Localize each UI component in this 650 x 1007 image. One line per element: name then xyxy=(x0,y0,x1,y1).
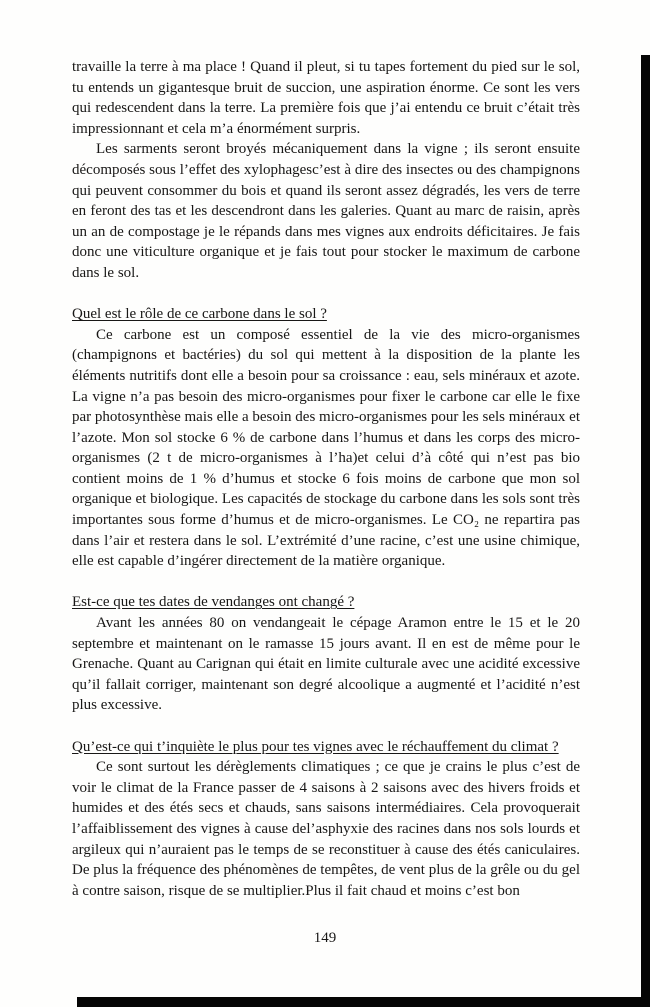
interview-question: Est-ce que tes dates de vendanges ont changé ? xyxy=(72,594,355,611)
paragraph: Avant les années 80 on vendangeait le cépage Aramon entre le 15 et le 20 septembre et maintenant on le ramasse 15 jours avant. Il en est de même pour le Grenache. Quant au Carignan qui était en limite culturale avec une acidité excessive qu’il fallait corriger, maintenant son degré alcoolique a augmenté et l’acidité n’est plus excessive. xyxy=(72,615,580,714)
scan-edge-bottom xyxy=(77,997,650,1007)
paragraph: Ce carbone est un composé essentiel de la vie des micro-organismes (champignons et bactéries) du sol qui mettent à la disposition de la plante les éléments nutritifs dont elle a besoin pour sa croissance : eau, sels minéraux et azote. La vigne n’a pas besoin des micro-organismes pour fixer le carbone car elle le fixe par photosynthèse mais elle a besoin des micro-organismes pour les sels minéraux et l’azote. Mon sol stocke 6 % de carbone dans l’humus et dans les corps des micro-organismes (2 t de micro-organismes à l’ha)et celui d’à côté qui n’est pas bio contient moins de 1 % d’humus et stocke 6 fois moins de carbone que mon sol organique et biologique. Les capacités de stockage du carbone dans les sols sont très importantes sous forme d’humus et de micro-organismes. Le CO₂ ne repartira pas dans l’air et restera dans le sol. L’extrémité d’une racine, c’est une usine chimique, elle est capable d’ingérer directement de la matière organique. xyxy=(72,326,580,570)
page-number: 149 xyxy=(313,930,337,946)
interview-question: Quel est le rôle de ce carbone dans le sol ? xyxy=(72,306,327,323)
interview-question: Qu’est-ce qui t’inquiète le plus pour tes vignes avec le réchauffement du climat ? xyxy=(72,738,559,755)
paragraph: Les sarments seront broyés mécaniquement dans la vigne ; ils seront ensuite décomposés sous l’effet des xylophagesc’est à dire des insectes ou des champignons qui peuvent consommer du bois et quand ils seront assez dégradés, les vers de terre en feront des tas et les descendront dans les galeries. Quant au marc de raisin, après un an de compostage je le répands dans mes vignes aux endroits déficitaires. Je fais donc une viticulture organique et je fais tout pour stocker le maximum de carbone dans le sol. xyxy=(72,141,580,281)
paragraph: travaille la terre à ma place ! Quand il pleut, si tu tapes fortement du pied sur le sol, tu entends un gigantesque bruit de succion, une aspiration énorme. Ce sont les vers qui redescendent dans la terre. La première fois que j’ai entendu ce bruit c’était très impressionnant et cela m’a énormément surpris. xyxy=(72,59,580,137)
paragraph: Ce sont surtout les dérèglements climatiques ; ce que je crains le plus c’est de voir le climat de la France passer de 4 saisons à 2 saisons avec des hivers froids et humides et des étés secs et chauds, sans saisons intermédiaires. Cela provoquerait l’affaiblissement des vignes à cause del’asphyxie des racines dans nos sols lourds et argileux qui n’auraient pas le temps de se reconstituer à cause des étés caniculaires. De plus la fréquence des phénomènes de tempêtes, de vent plus de la grêle ou du gel à contre saison, risque de se multiplier.Plus il fait chaud et moins c’est bon xyxy=(72,759,580,899)
scan-edge-right xyxy=(641,55,650,1007)
page-body xyxy=(72,57,580,901)
